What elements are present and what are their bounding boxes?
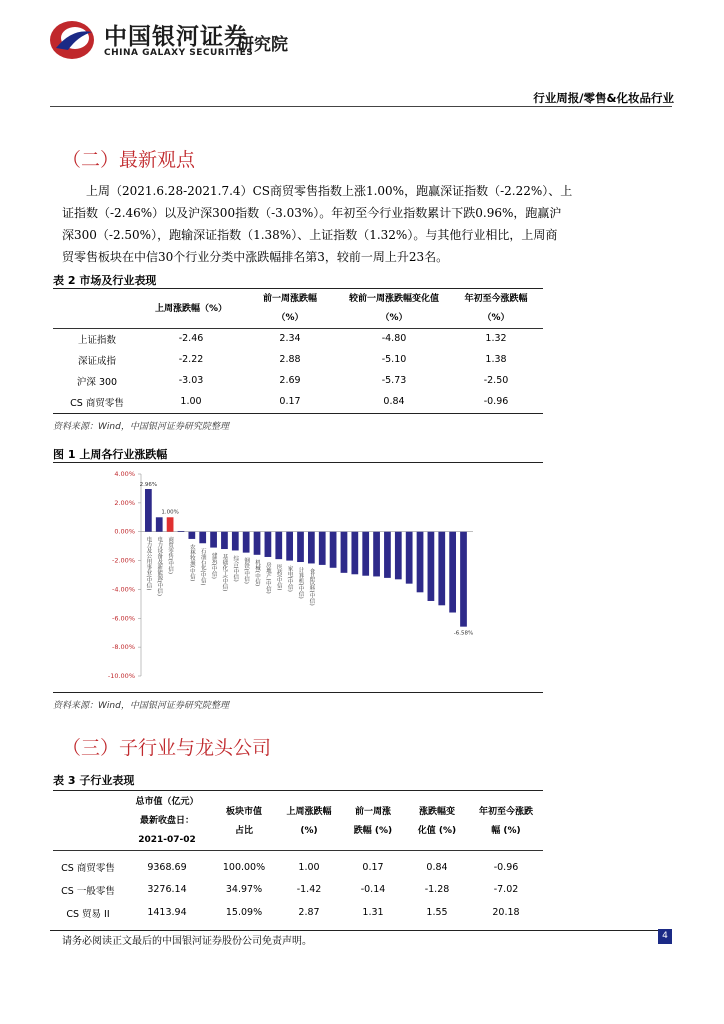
cell: -1.28 <box>424 884 450 895</box>
bar <box>254 532 261 555</box>
figure1-caption: 图 1 上周各行业涨跌幅 <box>53 448 168 461</box>
y-tick-label: -10.00% <box>107 672 135 680</box>
bar <box>362 532 369 576</box>
table-row <box>53 370 543 391</box>
category-label: 计算机(中信) <box>297 567 304 599</box>
cell: 1413.94 <box>147 907 187 918</box>
cell: 20.18 <box>492 907 520 918</box>
cell: 2.87 <box>298 907 320 918</box>
bar <box>232 532 239 551</box>
bar <box>265 532 272 557</box>
bar <box>395 532 402 580</box>
bar <box>308 532 315 564</box>
bar <box>199 532 206 544</box>
bar <box>373 532 380 577</box>
bar <box>449 532 456 613</box>
bar <box>330 532 337 568</box>
page-number: 4 <box>658 929 672 944</box>
bar <box>460 532 467 627</box>
y-tick-label: -6.00% <box>112 614 135 623</box>
data-label: 2.96% <box>139 482 158 489</box>
table-header-row <box>53 793 543 851</box>
table2-source: 资料来源：Wind，中国银河证券研究院整理 <box>53 422 229 432</box>
category-label: 电力设备及新能源(中信) <box>156 536 163 597</box>
bar <box>145 489 152 532</box>
cell: -0.96 <box>483 396 509 407</box>
table-header-row <box>53 290 543 328</box>
section-title-latest-view: （二）最新观点 <box>62 149 196 171</box>
bar <box>188 532 195 539</box>
paragraph-line: 上周（2021.6.28-2021.7.4）CS商贸零售指数上涨1.00%，跑赢深证指数（-2.22%）、上 <box>86 184 573 198</box>
bar <box>428 532 435 601</box>
bar <box>221 532 228 549</box>
row-label: 深证成指 <box>77 355 116 367</box>
logo-chinese-name: 中国银河证券 <box>104 24 248 50</box>
cell: 100.00% <box>222 861 266 873</box>
table2-caption: 表 2 市场及行业表现 <box>53 274 157 287</box>
column-header: 上周涨跌幅（%） <box>154 303 228 314</box>
section-paragraph <box>62 180 674 268</box>
column-header: 前一周涨 跌幅 (%) <box>353 806 393 836</box>
cell: 1.00 <box>180 396 202 407</box>
column-header: 较前一周涨跌幅变化值 （%） <box>348 294 439 323</box>
bar <box>156 517 163 531</box>
column-header: 总市值（亿元） 最新收盘日： 2021-07-02 <box>135 797 199 845</box>
cell: 0.17 <box>362 861 384 873</box>
table-row <box>53 328 543 349</box>
paragraph-line: 证指数（-2.46%）以及沪深300指数（-3.03%）。年初至今行业指数累计下跌0.96%，跑赢沪 <box>62 206 562 220</box>
row-label: CS 商贸零售 <box>61 863 115 874</box>
header-divider <box>50 106 672 107</box>
cell: -2.22 <box>178 354 204 365</box>
cell: 34.97% <box>225 884 263 895</box>
bar <box>210 532 217 548</box>
cell: -5.73 <box>381 375 407 386</box>
category-label: 房地产(中信) <box>264 561 271 594</box>
row-label: 沪深 300 <box>76 376 118 388</box>
bar <box>178 531 185 532</box>
y-tick-label: -2.00% <box>112 556 135 565</box>
column-header: 年初至今涨跌幅 （%） <box>464 294 528 323</box>
cell: -4.80 <box>381 333 407 344</box>
cell: -5.10 <box>381 354 407 365</box>
category-label: 机械(中信) <box>254 559 261 587</box>
cell: 2.88 <box>279 354 301 365</box>
cell: -2.50 <box>483 375 509 386</box>
logo-english-name: CHINA GALAXY SECURITIES <box>104 48 254 58</box>
table-rule <box>53 413 543 414</box>
paragraph-line: 贸零售板块在中信30个行业分类中涨跌幅排名第3，较前一周上升23名。 <box>62 250 449 264</box>
category-label: 石油石化(中信) <box>199 548 206 586</box>
cell: 1.32 <box>485 333 507 344</box>
market-performance-table <box>53 290 543 412</box>
category-label: 电力及公用事业(中信) <box>145 536 152 591</box>
cell: 3276.14 <box>147 884 187 895</box>
table-rule <box>53 790 543 791</box>
figure1-source: 资料来源：Wind，中国银河证券研究院整理 <box>53 701 229 711</box>
row-label: CS 一般零售 <box>61 885 115 897</box>
sub-industry-table <box>53 793 543 924</box>
cell: 2.34 <box>279 333 301 344</box>
bar <box>319 532 326 565</box>
category-label: 家电(中信) <box>286 565 293 592</box>
cell: -3.03 <box>178 375 204 386</box>
cell: 1.31 <box>362 907 384 918</box>
y-tick-label: -4.00% <box>112 585 135 594</box>
bar <box>384 532 391 578</box>
bar <box>275 532 282 559</box>
table-row <box>53 878 543 902</box>
bar <box>297 532 304 562</box>
cell: -7.02 <box>493 884 519 895</box>
row-label: 上证指数 <box>77 334 116 346</box>
category-label: 医药(中信) <box>275 564 282 591</box>
cell: 0.84 <box>426 861 448 873</box>
logo-institute: 研究院 <box>237 35 288 55</box>
bar <box>286 532 293 561</box>
y-tick-label: 0.00% <box>114 527 135 536</box>
table-rule <box>53 328 543 329</box>
cell: 0.17 <box>279 396 301 407</box>
y-tick-label: 4.00% <box>114 470 135 478</box>
cell: -2.46 <box>178 333 204 344</box>
bar <box>417 532 424 593</box>
cell: 1.00 <box>298 861 320 873</box>
row-label: CS 贸易 II <box>66 908 110 920</box>
table-row <box>53 857 543 878</box>
column-header: 前一周涨跌幅 （%） <box>262 294 317 323</box>
cell: -0.96 <box>493 861 519 873</box>
bar <box>406 532 413 584</box>
bar <box>438 532 445 606</box>
category-label: 建筑(中信) <box>210 552 217 579</box>
data-label: -6.58% <box>453 630 474 637</box>
cell: 1.38 <box>485 354 507 365</box>
cell: 1.55 <box>426 907 448 918</box>
category-label: 农林牧渔(中信) <box>188 543 195 582</box>
category-label: 综合(中信) <box>232 555 239 582</box>
cell: 9368.69 <box>147 861 187 873</box>
table-rule <box>53 288 543 289</box>
bar <box>167 517 174 531</box>
y-tick-label: 2.00% <box>114 498 135 507</box>
report-type: 行业周报/零售&化妆品行业 <box>533 91 674 105</box>
column-header: 涨跌幅变 化值 (%) <box>417 806 457 836</box>
row-label: CS 商贸零售 <box>70 397 124 409</box>
figure-rule <box>53 692 543 693</box>
bar <box>243 532 250 553</box>
section-title-sub-industries: （三）子行业与龙头公司 <box>62 737 272 759</box>
page-header <box>0 0 724 110</box>
footer-divider <box>50 930 672 931</box>
table-row <box>53 902 543 924</box>
cell: 0.84 <box>383 396 405 407</box>
y-tick-label: -8.00% <box>112 643 135 652</box>
footer-disclaimer: 请务必阅读正文最后的中国银河证券股份公司免责声明。 <box>62 936 312 947</box>
column-header: 年初至今涨跌 幅 (%) <box>478 806 533 836</box>
data-label: 1.00% <box>161 509 179 516</box>
bar <box>351 532 358 575</box>
galaxy-logo-icon <box>48 18 96 62</box>
paragraph-line: 深300（-2.50%），跑输深证指数（1.38%）、上证指数（1.32%）。与其他行业相比，上周商 <box>62 228 558 242</box>
category-label: 食品饮料(中信) <box>308 568 315 606</box>
category-label: 商贸零售(中信) <box>167 536 174 575</box>
category-label: 钢铁(中信) <box>243 557 250 584</box>
column-header: 上周涨跌幅 (%) <box>286 806 332 836</box>
cell: 15.09% <box>225 907 263 918</box>
table-row <box>53 349 543 370</box>
cell: -0.14 <box>360 884 386 895</box>
cell: -1.42 <box>296 884 322 895</box>
table3-caption: 表 3 子行业表现 <box>53 774 135 787</box>
category-label: 基础化工(中信) <box>221 554 228 592</box>
bar <box>341 532 348 573</box>
column-header: 板块市值 占比 <box>225 806 262 836</box>
industry-change-bar-chart <box>53 462 543 692</box>
table-row <box>53 391 543 412</box>
cell: 2.69 <box>279 375 301 386</box>
